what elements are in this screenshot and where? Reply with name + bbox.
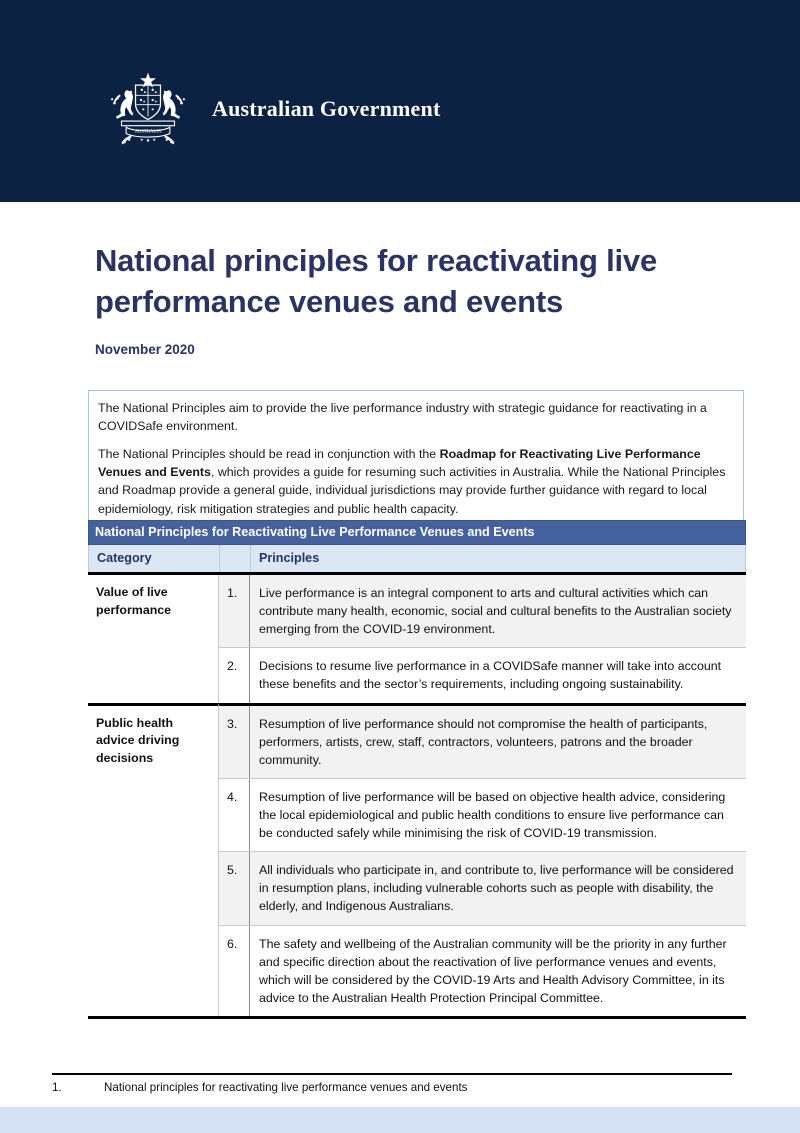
table-group-rows xyxy=(219,575,746,703)
bottom-color-band xyxy=(0,1107,800,1133)
principle-text: Resumption of live performance should not compromise the health of participants, performers, artists, crew, staff, contractors, volunteers, patrons and the broader community. xyxy=(250,706,746,778)
principle-text: The safety and wellbeing of the Australian community will be the priority in any further and specific direction about the reactivation of live performance venues and events, which will be considered by the COVID-19 Arts and Health Advisory Committee, in its advice to the Australian Health Protection Principal Committee. xyxy=(250,926,746,1016)
document-body xyxy=(0,202,800,1005)
table-banner-title: National Principles for Reactivating Live Performance Venues and Events xyxy=(88,520,746,545)
principle-number: 4. xyxy=(219,779,250,851)
principle-text: Resumption of live performance will be based on objective health advice, considering the local epidemiological and public health conditions to ensure live performance can be conducted safely while minimising the risk of COVID-19 transmission. xyxy=(250,779,746,851)
principle-text: Decisions to resume live performance in a COVIDSafe manner will take into account these benefits and the sector’s requirements, including ongoing sustainability. xyxy=(250,648,746,702)
footer-divider xyxy=(52,1073,732,1075)
column-header-principles: Principles xyxy=(259,551,320,565)
principle-number: 6. xyxy=(219,926,250,1016)
table-group xyxy=(88,703,746,1016)
table-group xyxy=(88,575,746,703)
document-date: November 2020 xyxy=(95,342,195,358)
table-row xyxy=(219,575,746,648)
intro-paragraph-2 xyxy=(98,445,734,517)
masthead-banner xyxy=(0,0,800,202)
intro-paragraph-2-tail: , which provides a guide for resuming such activities in Australia. While the National Principles and Roadmap provide a general guide, individual jurisdictions may provide further guidance with regard to local epidemiology, risk mitigation strategies and public health capacity. xyxy=(98,465,726,516)
svg-text:AUSTRALIA: AUSTRALIA xyxy=(134,129,162,135)
table-group-category: Public health advice driving decisions xyxy=(88,703,219,1016)
australian-government-wordmark: Australian Government xyxy=(212,96,441,121)
national-principles-table xyxy=(88,520,746,1019)
table-row xyxy=(219,852,746,925)
principle-number: 3. xyxy=(219,706,250,778)
footer xyxy=(52,1081,752,1094)
intro-paragraph-1: The National Principles aim to provide the live performance industry with strategic guidance for reactivating in a COVIDSafe environment. xyxy=(98,401,707,434)
footer-title: National principles for reactivating live performance venues and events xyxy=(104,1081,468,1094)
intro-callout-box xyxy=(88,390,744,527)
table-bottom-rule xyxy=(88,1016,746,1019)
principle-text: All individuals who participate in, and contribute to, live performance will be considered in resumption plans, including vulnerable cohorts such as people with disability, the elderly, and Indigenous Australians. xyxy=(250,852,746,924)
column-header-number xyxy=(220,545,251,572)
principle-number: 5. xyxy=(219,852,250,924)
intro-paragraph-2-lead: The National Principles should be read in conjunction with the xyxy=(98,447,440,462)
principle-number: 1. xyxy=(219,575,250,647)
page-title: National principles for reactivating live performance venues and events xyxy=(95,243,658,320)
roadmap-reference: Roadmap for Reactivating Live Performance Venues and Events xyxy=(98,447,701,480)
footer-page-number: 1. xyxy=(52,1081,62,1094)
principle-number: 2. xyxy=(219,648,250,702)
table-row xyxy=(219,926,746,1016)
table-row xyxy=(219,706,746,779)
table-row xyxy=(219,779,746,852)
government-branding xyxy=(100,68,440,146)
table-column-headers xyxy=(88,545,746,572)
australian-coat-of-arms-icon xyxy=(100,68,196,146)
table-group-category: Value of live performance xyxy=(88,575,219,703)
principle-text: Live performance is an integral component to arts and cultural activities which can contribute many health, economic, social and cultural benefits to the Australian society emerging from the COVID-19 environment. xyxy=(250,575,746,647)
column-header-category: Category xyxy=(89,545,220,572)
table-group-rows xyxy=(219,703,746,1016)
table-row xyxy=(219,648,746,702)
